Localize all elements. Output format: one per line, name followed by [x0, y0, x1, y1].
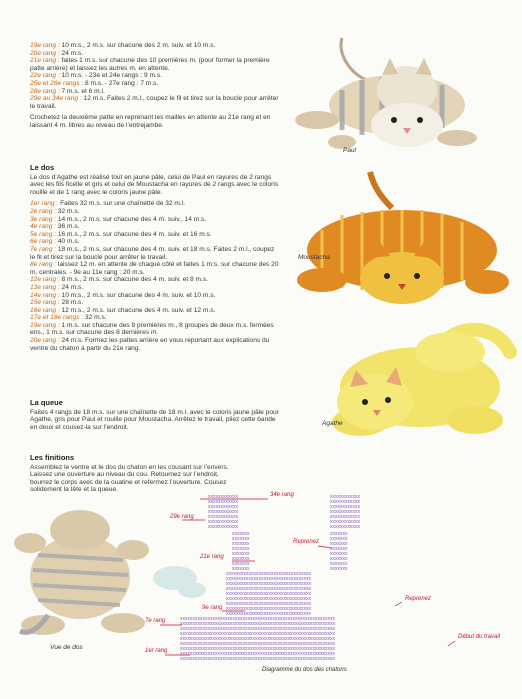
- rang-label: 15e rang :: [30, 299, 60, 307]
- stitch-row: xxxxxxxxxxxx: [208, 509, 238, 515]
- stitch-row: xxxxxxx: [330, 536, 348, 542]
- instruction-text: 7 m.s. et 6 m.l.: [59, 87, 105, 95]
- instruction-text: 12 m.s. Faites 2 m.l., coupez le fil et tirez sur la boucle pour arrêter le travail.: [30, 95, 279, 110]
- dos-heading: Le dos: [30, 163, 55, 172]
- stitch-row: xxxxxxxxxxxxxxxxxxxxxxxxxxxxxxxxxx: [226, 591, 311, 597]
- instruction-text: 40 m.s.: [56, 238, 80, 246]
- instruction-text: 8 m.s. - 27e rang : 7 m.s.: [83, 79, 159, 87]
- stitch-row: xxxxxxxxxxxx: [330, 499, 360, 505]
- rang-label: 13e rang :: [30, 283, 60, 291]
- stitch-row: xxxxxxxxxxxx: [208, 494, 238, 500]
- stitch-row: xxxxxxxxxxxx: [330, 519, 360, 525]
- rang-label: 3e rang :: [30, 215, 57, 223]
- rang-label: 25e et 26e rangs :: [30, 79, 84, 87]
- stitch-row: xxxxxxx: [232, 556, 250, 562]
- stitch-row: xxxxxxxxxxxxxxxxxxxxxxxxxxxxxxxxxx: [226, 601, 311, 607]
- stitch-row: xxxxxxxxxxxx: [208, 524, 238, 530]
- stitch-row: xxxxxxxxxxxxxxxxxxxxxxxxxxxxxxxxxxxxxxxxxxxxxxxxxxxxxxxxxxxxxx: [180, 636, 335, 642]
- stitch-row: xxxxxxxxxxxxxxxxxxxxxxxxxxxxxxxxxx: [226, 586, 311, 592]
- rang-label: 20e rang :: [30, 49, 60, 57]
- instruction-text: 32 m.s.: [56, 207, 80, 215]
- rang-label: 1er rang :: [30, 200, 59, 208]
- stitch-row: xxxxxxxxxxxxxxxxxxxxxxxxxxxxxxxxxxxxxxxxxxxxxxxxxxxxxxxxxxxxxx: [180, 656, 335, 662]
- instruction-text: 12 m.s., 2 m.s. sur chacune des 4 m. suiv. et 12 m.s.: [59, 306, 216, 314]
- stitch-row: xxxxxxxxxxxxxxxxxxxxxxxxxxxxxxxxxxxxxxxxxxxxxxxxxxxxxxxxxxxxxx: [180, 616, 335, 622]
- stitch-row: xxxxxxx: [232, 566, 250, 572]
- instruction-text: 32 m.s.: [83, 314, 107, 322]
- rang-label: 8e rang :: [30, 261, 57, 269]
- label-21e-rang: 21e rang: [200, 554, 224, 560]
- rang-label: 22e rang :: [30, 72, 60, 80]
- label-34e-rang: 34e rang: [270, 492, 294, 498]
- label-9e-rang: 9e rang: [202, 605, 223, 611]
- stitch-row: xxxxxxx: [330, 556, 348, 562]
- stitch-row: xxxxxxxxxxxxxxxxxxxxxxxxxxxxxxxxxxxxxxxxxxxxxxxxxxxxxxxxxxxxxx: [180, 651, 335, 657]
- stitch-row: xxxxxxxxxxxx: [330, 504, 360, 510]
- instruction-text: Crochetez la deuxième patte en reprenant les mailles en attente au 21e rang et en laissant 4 m. libres au niveau de l’entrejambe.: [30, 114, 271, 129]
- stitch-row: xxxxxxxxxxxxxxxxxxxxxxxxxxxxxxxxxx: [226, 581, 311, 587]
- instruction-text: 10 m.s. - 23e et 24e rangs : 9 m.s.: [59, 72, 162, 80]
- stitch-row: xxxxxxxxxxxxxxxxxxxxxxxxxxxxxxxxxx: [226, 596, 311, 602]
- stitch-row: xxxxxxxxxxxxxxxxxxxxxxxxxxxxxxxxxxxxxxxxxxxxxxxxxxxxxxxxxxxxxx: [180, 626, 335, 632]
- stitch-row: xxxxxxxxxxxx: [330, 524, 360, 530]
- instruction-text: 10 m.s., 2 m.s. sur chacune des 4 m. suiv. et 10 m.s.: [59, 291, 216, 299]
- instruction-text: 24 m.s. Formez les pattes arrière en vous reportant aux explications du ventre du chaton à partir du 21e rang.: [30, 337, 270, 352]
- instruction-text: 1 m.s. sur chacune des 8 premières m., 8 groupes de deux m.s. fermées ens., 1 m.s. sur chacune des 8 dernières m.: [30, 321, 274, 337]
- stitch-row: xxxxxxxxxxxx: [330, 494, 360, 500]
- stitch-row: xxxxxxx: [330, 541, 348, 547]
- dos-intro: Le dos d’Agathe est réalisé tout en jaune pâle, celui de Paul en rayures de 2 rangs avec les fils ficelle et gris et celui de Moustacha en rayures de 2 rangs avec le coloris rouille et de 1 rang avec le coloris jaune pâle.: [30, 173, 279, 196]
- rang-label: 21e rang :: [30, 57, 60, 65]
- stitch-row: xxxxxxxxxxxxxxxxxxxxxxxxxxxxxxxxxx: [226, 611, 311, 617]
- stitch-row: xxxxxxxxxxxx: [208, 514, 238, 520]
- rang-label: 14e rang :: [30, 291, 60, 299]
- label-debut-travail: Début du travail: [458, 634, 501, 640]
- instruction-text: 28 m.s.: [59, 299, 84, 307]
- label-reprenez-1: Reprenez: [293, 539, 320, 545]
- stitch-row: xxxxxxxxxxxxxxxxxxxxxxxxxxxxxxxxxx: [226, 606, 311, 612]
- rang-label: 28e rang :: [30, 87, 60, 95]
- stitch-row: xxxxxxxxxxxxxxxxxxxxxxxxxxxxxxxxxxxxxxxxxxxxxxxxxxxxxxxxxxxxxx: [180, 631, 335, 637]
- caption-agathe: Agathe: [322, 420, 343, 427]
- stitch-row: xxxxxxxxxxxx: [330, 514, 360, 520]
- rang-label: 29e au 34e rang :: [30, 95, 82, 103]
- stitch-row: xxxxxxx: [330, 551, 348, 557]
- instruction-text: 14 m.s., 2 m.s. sur chacune des 4 m. suiv., 14 m.s.: [56, 215, 207, 223]
- stitch-row: xxxxxxxxxxxx: [208, 519, 238, 525]
- instruction-text: 10 m.s., 2 m.s. sur chacune des 2 m. suiv. et 10 m.s.: [59, 42, 216, 49]
- stitch-row: xxxxxxx: [330, 546, 348, 552]
- label-29e-rang: 29e rang: [170, 514, 194, 520]
- queue-heading: La queue: [30, 398, 63, 407]
- rang-label: 19e rang :: [30, 321, 60, 329]
- stitch-row: xxxxxxx: [330, 561, 348, 567]
- instruction-text: laissez 12 m. en attente de chaque côté et faites 1 m.s. sur chacune des 20 m. centrales. - 9e au 11e rang : 20 m.s.: [30, 261, 279, 276]
- rang-label: 17e et 18e rangs :: [30, 314, 84, 322]
- finitions-text: Assemblez le ventre et le dos du chaton en les cousant sur l’envers. Laissez une ouverture au niveau du cou. Retournez sur l’endroit, bourrez le corps avec de la ouatine et refermez l’ouverture. Cousez solidement la tête et la queue.: [30, 463, 229, 494]
- rang-label: 16e rang :: [30, 306, 60, 314]
- instruction-text: 36 m.s.: [56, 223, 80, 231]
- caption-paul: Paul: [343, 147, 357, 154]
- stitch-row: xxxxxxx: [232, 546, 250, 552]
- queue-text: Faites 4 rangs de 18 m.s. sur une chaînette de 18 m.l. avec le coloris jaune pâle pour Agathe, gris pour Paul et rouille pour Moustacha. Arrêtez le travail, pliez cette bande en deux et cousez-la sur l’endroit.: [30, 408, 279, 431]
- rang-label: 4e rang :: [30, 223, 57, 231]
- label-reprenez-2: Reprenez: [405, 596, 432, 602]
- diagram-title: Diagramme du dos des chatons: [262, 667, 347, 673]
- stitch-row: xxxxxxx: [330, 531, 348, 537]
- stitch-row: xxxxxxxxxxxxxxxxxxxxxxxxxxxxxxxxxx: [226, 571, 311, 577]
- label-7e-rang: 7e rang: [145, 618, 166, 624]
- stitch-row: xxxxxxx: [232, 536, 250, 542]
- stitch-row: xxxxxxx: [232, 551, 250, 557]
- stitch-row: xxxxxxxxxxxxxxxxxxxxxxxxxxxxxxxxxx: [226, 576, 311, 582]
- stitch-row: xxxxxxxxxxxxxxxxxxxxxxxxxxxxxxxxxxxxxxxxxxxxxxxxxxxxxxxxxxxxxx: [180, 646, 335, 652]
- caption-moustacha: Moustacha: [298, 254, 330, 261]
- stitch-row: xxxxxxx: [330, 566, 348, 572]
- stitch-row: xxxxxxx: [232, 541, 250, 547]
- stitch-row: xxxxxxxxxxxx: [208, 504, 238, 510]
- stitch-row: xxxxxxxxxxxxxxxxxxxxxxxxxxxxxxxxxxxxxxxxxxxxxxxxxxxxxxxxxxxxxx: [180, 641, 335, 647]
- rang-label: 7e rang :: [30, 245, 57, 253]
- stitch-row: xxxxxxx: [232, 561, 250, 567]
- instruction-text: Faites 32 m.s. sur une chaînette de 32 m.l.: [58, 200, 186, 208]
- instruction-text: 24 m.s.: [59, 283, 84, 291]
- rang-label: 6e rang :: [30, 238, 57, 246]
- stitch-row: xxxxxxxxxxxxxxxxxxxxxxxxxxxxxxxxxxxxxxxxxxxxxxxxxxxxxxxxxxxxxx: [180, 621, 335, 627]
- rang-label: 2e rang :: [30, 207, 57, 215]
- stitch-row: xxxxxxxxxxxx: [330, 509, 360, 515]
- label-1er-rang: 1er rang: [145, 648, 168, 654]
- rang-label: 12e rang :: [30, 276, 60, 284]
- instruction-text: 8 m.s., 2 m.s. sur chacune des 4 m. suiv. et 8 m.s.: [59, 276, 208, 284]
- caption-vue-dos: Vue de dos: [50, 644, 83, 651]
- finitions-heading: Les finitions: [30, 453, 75, 462]
- rang-label: 5e rang :: [30, 230, 57, 238]
- rang-label: 20e rang :: [30, 337, 60, 345]
- instruction-text: faites 1 m.s. sur chacune des 10 premières m. (pour former la première patte arrière) et laissez les autres m. en attente.: [30, 57, 270, 72]
- instruction-text: 18 m.s., 2 m.s. sur chacune des 4 m. suiv. et 18 m.s. Faites 2 m.l., coupez le fil et tirez sur la boucle pour arrêter le travail.: [30, 245, 275, 261]
- rang-label: 19e rang :: [30, 42, 60, 49]
- stitch-row: xxxxxxxxxxxx: [208, 499, 238, 505]
- instruction-text: 24 m.s.: [59, 49, 84, 57]
- stitch-row: xxxxxxx: [232, 531, 250, 537]
- instruction-text: 16 m.s., 2 m.s. sur chacune des 4 m. suiv. et 16 m.s.: [56, 230, 212, 238]
